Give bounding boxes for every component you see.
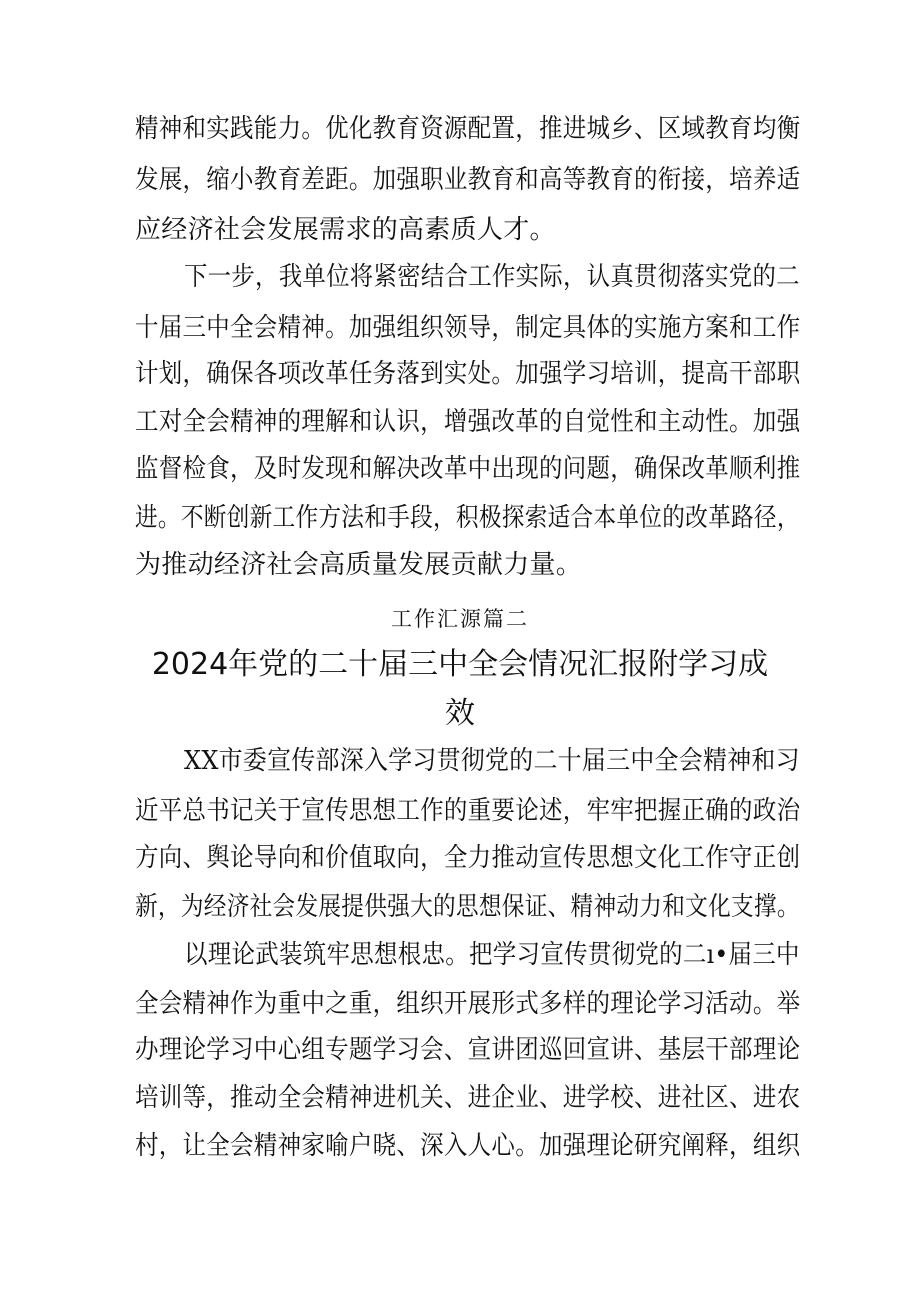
paragraph-2-line-2: 十届三中全会精神。加强组织领导，制定具体的实施方案和工作 xyxy=(135,313,801,343)
paragraph-2-line-3: 计划，确保各项改革任务落到实处。加强学习培训，提高干部职 xyxy=(135,359,801,389)
paragraph-2-line-6: 进。不断创新工作方法和手段，积极探索适合本单位的改革路径， xyxy=(135,503,800,533)
paragraph-3-line-3: 方向、舆论导向和价值取向，全力推动宣传思想文化工作守正创 xyxy=(135,843,801,873)
document-title-line-1: 2024年党的二十届三中全会情况汇报附学习成 xyxy=(151,647,769,682)
paragraph-4-line-5: 村，让全会精神家喻户晓、深入人心。加强理论研究阐释，组织 xyxy=(135,1131,801,1161)
paragraph-1-line-3: 应经济社会发展需求的高素质人才。 xyxy=(135,215,556,245)
paragraph-3-line-2: 近平总书记关于宣传思想工作的重要论述，牢牢把握正确的政治 xyxy=(135,796,801,826)
paragraph-4-line-4: 培训等，推动全会精神进机关、进企业、进学校、进社区、进农 xyxy=(135,1083,801,1113)
paragraph-3-line-1: XX市委宣传部深入学习贯彻党的二十届三中全会精神和习 xyxy=(184,746,800,776)
paragraph-1-line-2: 发展，缩小教育差距。加强职业教育和高等教育的衔接，培养适 xyxy=(135,165,801,195)
paragraph-1-line-1: 精神和实践能力。优化教育资源配置，推进城乡、区域教育均衡 xyxy=(135,114,801,144)
paragraph-4-line-1: 以理论武装筑牢思想根忠。把学习宣传贯彻党的二ı•届三中 xyxy=(184,940,800,970)
document-title-line-2: 效 xyxy=(445,696,475,731)
paragraph-2-line-7: 为推动经济社会高质量发展贡献力量。 xyxy=(135,550,583,580)
paragraph-4-line-2: 全会精神作为重中之重，组织开展形式多样的理论学习活动。举 xyxy=(135,989,801,1019)
paragraph-2-line-5: 监督检食，及时发现和解决改革中出现的问题，确保改革顺利推 xyxy=(135,454,801,484)
paragraph-4-line-3: 办理论学习中心组专题学习会、宣讲团巡回宣讲、基层干部理论 xyxy=(135,1035,801,1065)
paragraph-2-line-1: 下一步，我单位将紧密结合工作实际，认真贯彻落实党的二 xyxy=(184,262,800,292)
paragraph-3-line-4: 新，为经济社会发展提供强大的思想保证、精神动力和文化支撑。 xyxy=(135,892,800,922)
section-label: 工作汇源篇二 xyxy=(391,607,529,631)
paragraph-2-line-4: 工对全会精神的理解和认识，增强改革的自觉性和主动性。加强 xyxy=(135,407,801,437)
